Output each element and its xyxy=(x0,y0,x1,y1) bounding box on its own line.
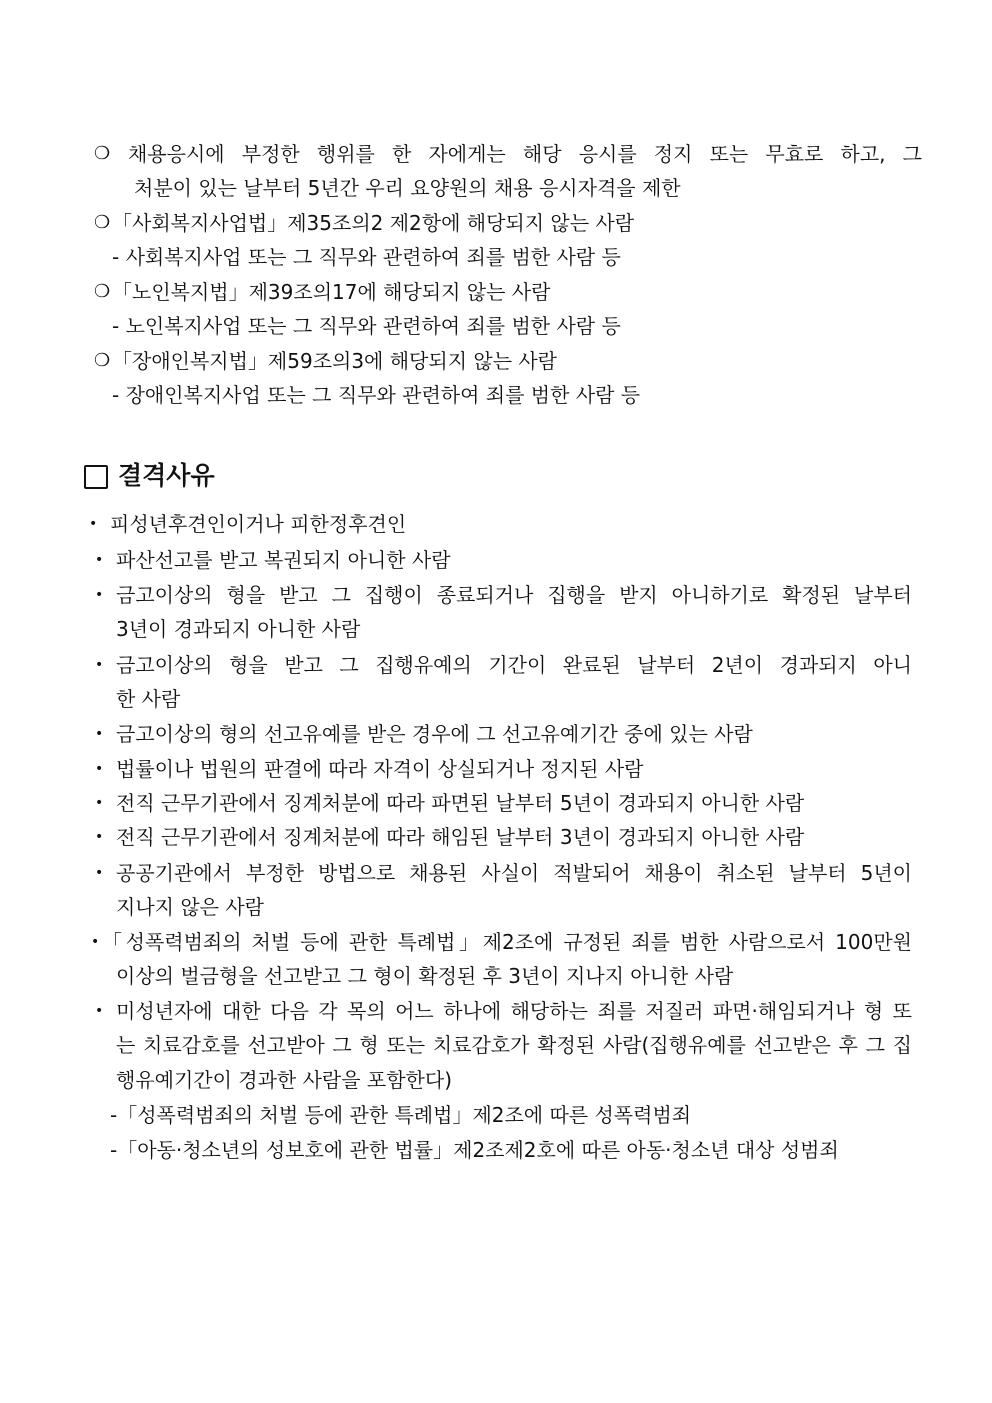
dot-bullet-icon: • xyxy=(95,795,104,811)
disq-item-11-line-2: 는 치료감호를 선고받아 그 형 또는 치료감호가 확정된 사람(집행유예를 선고받은 후 그 집 xyxy=(116,1033,912,1057)
dot-bullet-icon: • xyxy=(95,552,104,568)
disq-item-3-line-2: 3년이 경과되지 아니한 사람 xyxy=(116,617,361,641)
dot-bullet-icon: • xyxy=(95,829,104,845)
dot-bullet-icon: • xyxy=(95,865,104,881)
disq-sub-item-2: -「아동·청소년의 성보호에 관한 법률」제2조제2호에 따른 아동·청소년 대상 성범죄 xyxy=(110,1138,839,1162)
dot-bullet-icon: • xyxy=(95,657,104,673)
eligibility-item-2-sub: - 사회복지사업 또는 그 직무와 관련하여 죄를 범한 사람 등 xyxy=(112,245,621,269)
disq-item-10-line-1: 「성폭력범죄의 처벌 등에 관한 특례법」제2조에 규정된 죄를 범한 사람으로서 100만원 xyxy=(102,930,912,954)
eligibility-item-2: 「사회복지사업법」제35조의2 제2항에 해당되지 않는 사람 xyxy=(112,211,635,235)
disq-item-8: 전직 근무기관에서 징계처분에 따라 해임된 날부터 3년이 경과되지 아니한 사람 xyxy=(116,825,805,849)
disq-item-5: 금고이상의 형의 선고유예를 받은 경우에 그 선고유예기간 중에 있는 사람 xyxy=(116,722,753,746)
dot-bullet-icon: • xyxy=(95,1003,104,1019)
disq-item-4-line-2: 한 사람 xyxy=(116,687,181,711)
section-heading: 결격사유 xyxy=(118,461,215,490)
disq-item-1: 피성년후견인이거나 피한정후견인 xyxy=(110,512,407,536)
eligibility-item-1-line-2: 처분이 있는 날부터 5년간 우리 요양원의 채용 응시자격을 제한 xyxy=(134,176,681,200)
disq-item-4-line-1: 금고이상의 형을 받고 그 집행유예의 기간이 완료된 날부터 2년이 경과되지 아니 xyxy=(116,653,912,677)
eligibility-item-3-sub: - 노인복지사업 또는 그 직무와 관련하여 죄를 범한 사람 등 xyxy=(112,314,621,338)
disq-item-9-line-1: 공공기관에서 부정한 방법으로 채용된 사실이 적발되어 채용이 취소된 날부터 5년이 xyxy=(116,861,912,885)
dot-bullet-icon: • xyxy=(95,761,104,777)
disq-item-10-line-2: 이상의 벌금형을 선고받고 그 형이 확정된 후 3년이 지나지 아니한 사람 xyxy=(116,964,734,988)
disq-item-7: 전직 근무기관에서 징계처분에 따라 파면된 날부터 5년이 경과되지 아니한 사람 xyxy=(116,791,805,815)
circle-bullet-icon: ❍ xyxy=(94,350,111,371)
disq-item-2: 파산선고를 받고 복권되지 아니한 사람 xyxy=(116,548,451,572)
dot-bullet-icon: • xyxy=(95,587,104,603)
dot-bullet-icon: • xyxy=(95,726,104,742)
circle-bullet-icon: ❍ xyxy=(94,143,111,164)
disq-sub-item-1: -「성폭력범죄의 처벌 등에 관한 특례법」제2조에 따른 성폭력범죄 xyxy=(110,1103,692,1127)
eligibility-item-3: 「노인복지법」제39조의17에 해당되지 않는 사람 xyxy=(112,280,551,304)
disq-item-11-line-1: 미성년자에 대한 다음 각 목의 어느 하나에 해당하는 죄를 저질러 파면·해임되거나 형 또 xyxy=(116,999,912,1023)
dot-bullet-icon: • xyxy=(91,934,100,950)
disq-item-6: 법률이나 법원의 판결에 따라 자격이 상실되거나 정지된 사람 xyxy=(116,757,644,781)
disq-item-11-line-3: 행유예기간이 경과한 사람을 포함한다) xyxy=(116,1068,452,1092)
eligibility-item-1-line-1: 채용응시에 부정한 행위를 한 자에게는 해당 응시를 정지 또는 무효로 하고, 그 xyxy=(128,142,922,166)
circle-bullet-icon: ❍ xyxy=(94,212,111,233)
eligibility-item-4-sub: - 장애인복지사업 또는 그 직무와 관련하여 죄를 범한 사람 등 xyxy=(112,383,641,407)
eligibility-item-4: 「장애인복지법」제59조의3에 해당되지 않는 사람 xyxy=(112,349,558,373)
checkbox-square-icon xyxy=(84,465,108,489)
disq-item-3-line-1: 금고이상의 형을 받고 그 집행이 종료되거나 집행을 받지 아니하기로 확정된 날부터 xyxy=(116,583,912,607)
circle-bullet-icon: ❍ xyxy=(94,281,111,302)
dot-bullet-icon: • xyxy=(89,516,98,532)
disq-item-9-line-2: 지나지 않은 사람 xyxy=(116,895,264,919)
